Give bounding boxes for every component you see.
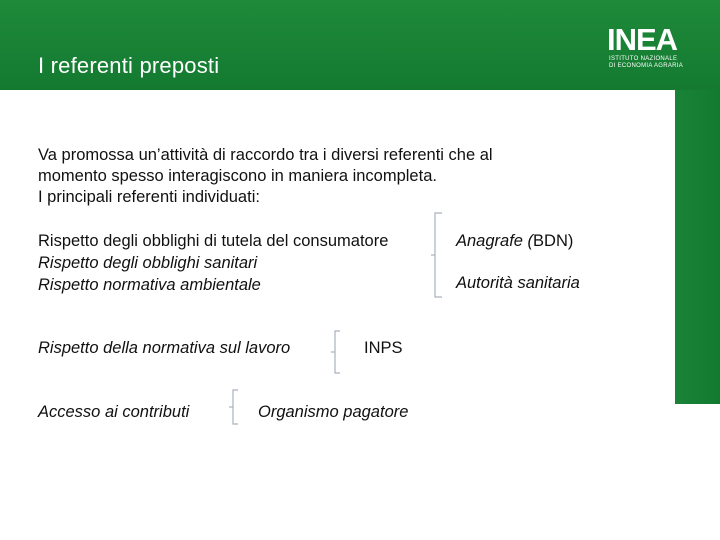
intro-line-2: momento spesso interagiscono in maniera incompleta. [38,167,437,185]
side-accent-bar [675,90,720,404]
responsibility-consumer: Rispetto degli obblighi di tutela del consumatore [38,232,389,250]
logo-subtitle-2: DI ECONOMIA AGRARIA [609,63,684,69]
bracket-group-3 [228,389,240,425]
referent-organismo-pagatore: Organismo pagatore [258,403,409,421]
intro-line-3: I principali referenti individuati: [38,188,260,206]
referent-inps: INPS [364,339,403,357]
inea-logo [607,24,687,76]
responsibility-environment: Rispetto normativa ambientale [38,276,261,294]
referent-anagrafe-italic: Anagrafe ( [456,232,534,250]
responsibility-sanitary: Rispetto degli obblighi sanitari [38,254,258,272]
responsibility-contributions: Accesso ai contributi [38,403,190,421]
bracket-group-1 [430,212,444,298]
referent-autorita-sanitaria: Autorità sanitaria [456,274,580,292]
referent-anagrafe-bdn: BDN) [533,232,574,250]
page-title: I referenti preposti [38,53,220,78]
intro-line-1: Va promossa un’attività di raccordo tra i diversi referenti che al [38,146,493,164]
logo-word: INEA [607,22,678,57]
logo-subtitle-1: ISTITUTO NAZIONALE [609,56,678,62]
responsibility-work: Rispetto della normativa sul lavoro [38,339,291,357]
referent-anagrafe [456,231,573,252]
bracket-group-2 [330,330,342,374]
